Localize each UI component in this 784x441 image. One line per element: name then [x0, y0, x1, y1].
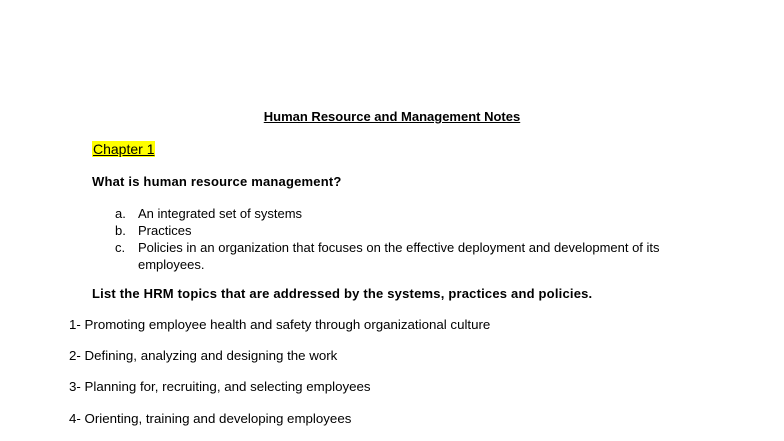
list-item: [115, 222, 715, 239]
list-item: [115, 205, 715, 222]
list-marker: a.: [115, 206, 126, 221]
topic-item: 3- Planning for, recruiting, and selecting employees: [69, 379, 371, 394]
list-item-text: Practices: [138, 223, 192, 238]
definition-list: [115, 205, 715, 273]
list-item: [115, 239, 715, 273]
topics-heading: List the HRM topics that are addressed by the systems, practices and policies.: [92, 286, 593, 301]
chapter-heading: Chapter 1: [93, 141, 155, 157]
document-title: Human Resource and Management Notes: [263, 109, 521, 124]
list-marker: b.: [115, 223, 126, 238]
topic-item: 2- Defining, analyzing and designing the work: [69, 348, 338, 363]
list-marker: c.: [115, 240, 126, 255]
list-item-text: An integrated set of systems: [138, 206, 303, 221]
topic-item: 4- Orienting, training and developing employees: [69, 411, 352, 426]
list-item-text: Policies in an organization that focuses on the effective deployment and development of its employees.: [138, 240, 660, 272]
question-heading: What is human resource management?: [92, 174, 342, 189]
topic-item: 1- Promoting employee health and safety through organizational culture: [69, 317, 491, 332]
